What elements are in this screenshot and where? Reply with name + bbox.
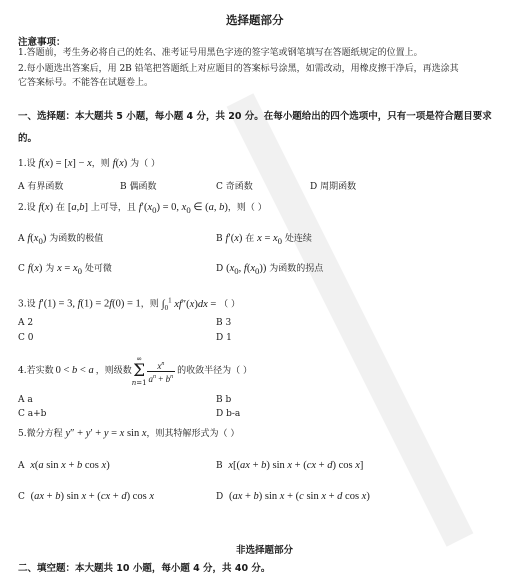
q5-option-b [216, 460, 363, 472]
q5-option-c-math: (ax + b) sin x + (cx + d) cos x [30, 491, 154, 502]
q2-option-d-math: ($x_0$, $f(x_0)$) [226, 263, 267, 277]
q3-mid: ，则 [140, 299, 159, 310]
q2-option-a [18, 233, 103, 247]
q3-option-d: D 1 [216, 333, 232, 343]
q5-option-d-math: (ax + b) sin x + (c sin x + d cos x) [228, 491, 370, 502]
q4-prefix: 4.若实数 [18, 366, 54, 376]
note-2-line-1: 2.每小题选出答案后，用 2B 铅笔把答题纸上对应题目的答案标号涂黑，如需改动，用橡皮擦干净后，再选涂其 [18, 64, 459, 74]
question-4 [18, 356, 252, 386]
q2-option-a-label: A [18, 234, 25, 244]
q2-option-c-label: C [18, 264, 25, 274]
q2-option-b-math: f′(x) [225, 233, 243, 244]
question-3 [18, 294, 240, 314]
q4-option-c: C a+b [18, 409, 47, 419]
q3-integral: $\int_0^1$ xf″(x)dx = [161, 296, 217, 312]
q2-option-a-math: $f(x_0)$ [27, 233, 47, 247]
q4-mid: ，则级数 [95, 366, 132, 376]
q5-option-b-math: x[(ax + b) sin x + (cx + d) cos x] [228, 460, 364, 471]
q2-interval: [a,b] [67, 202, 88, 213]
q5-option-a-math: x(a sin x + b cos x) [30, 460, 110, 471]
q4-option-d: D b-a [216, 409, 241, 419]
question-1 [18, 158, 160, 170]
q1-mid: ，则 [91, 159, 110, 169]
sigma-icon: ∞ Σ n=1 [131, 355, 147, 387]
q3-suffix: （ ） [219, 299, 241, 310]
q1-option-a: A 有界函数 [18, 182, 64, 192]
q2-option-c-text1: 为 [45, 264, 55, 274]
q2-option-b-label: B [216, 234, 223, 244]
q5-option-d-label: D [216, 492, 224, 502]
q3-prefix: 3.设 [18, 299, 36, 310]
section1-heading-line2: 的。 [18, 133, 38, 144]
q3-condition: f′(1) = 3, f(1) = 2f(0) = 1 [38, 298, 141, 310]
q2-option-b-text2: 处连续 [284, 234, 312, 244]
q5-option-c-label: C [18, 492, 25, 502]
q1-formula: f(x) = [x] − x [38, 158, 92, 169]
q4-option-a: A a [18, 395, 33, 405]
q2-option-c-text2: 处可微 [84, 264, 112, 274]
page-title: 选择题部分 [226, 13, 284, 27]
notes-title: 注意事项： [18, 37, 66, 48]
q5-prefix: 5.微分方程 [18, 429, 63, 439]
q2-option-b-math2: $x = x_0$ [257, 233, 283, 247]
q4-condition: 0 < b < a [55, 365, 94, 376]
q2-option-c-math2: $x = x_0$ [57, 263, 83, 277]
q2-option-b [216, 233, 312, 247]
note-2-line-2: 它答案标号。不能答在试题卷上。 [18, 78, 154, 88]
q2-prefix: 2.设 [18, 203, 36, 213]
q2-condition: $f'(x_0) = 0$, $x_0$ ∈ (a, b) [138, 202, 228, 216]
question-2 [18, 202, 267, 216]
q2-t2: 上可导，且 [90, 203, 136, 213]
q3-option-c: C 0 [18, 333, 34, 343]
q2-option-a-text: 为函数的极值 [49, 234, 104, 244]
q3-option-a: A 2 [18, 318, 34, 328]
q2-t3: ，则（ ） [227, 203, 267, 213]
q5-option-b-label: B [216, 461, 223, 471]
q1-prefix: 1.设 [18, 159, 36, 169]
section2-heading: 二、填空题：本大题共 10 小题，每小题 4 分，共 40 分。 [18, 563, 271, 574]
q3-option-b: B 3 [216, 318, 232, 328]
q2-option-d [216, 263, 323, 277]
q2-option-c [18, 263, 112, 277]
question-5 [18, 428, 239, 440]
section2-title: 非选择题部分 [236, 545, 294, 556]
q4-suffix: 的收敛半径为（ ） [177, 366, 252, 376]
section1-heading-line1: 一、选择题：本大题共 5 小题，每小题 4 分，共 20 分。在每小题给出的四个选项中，只有一项是符合题目要求 [18, 111, 492, 122]
q2-fx: f(x) [38, 202, 54, 213]
q1-option-b: B 偶函数 [120, 182, 157, 192]
q2-option-b-text1: 在 [245, 234, 255, 244]
q1-suffix: 为（ ） [130, 159, 160, 169]
q1-option-c: C 奇函数 [216, 182, 253, 192]
watermark-icon [200, 80, 500, 560]
q5-option-d [216, 491, 370, 503]
q2-t1: 在 [55, 203, 65, 213]
q2-option-c-math: f(x) [27, 263, 43, 274]
q2-option-d-label: D [216, 264, 224, 274]
q4-fraction: $\frac{x^n}{a^n + b^n}$ [148, 360, 174, 384]
note-1: 1.答题前，考生务必将自己的姓名、准考证号用黑色字迹的签字笔或钢笔填写在答题纸规定的位置上。 [18, 48, 423, 58]
q5-equation: y″ + y′ + y = x sin x [65, 428, 147, 439]
q5-option-a-label: A [18, 461, 25, 471]
q1-fx: f(x) [112, 158, 128, 169]
q2-option-d-text: 为函数的拐点 [269, 264, 324, 274]
q4-option-b: B b [216, 395, 232, 405]
q5-option-c [18, 491, 154, 503]
q5-option-a [18, 460, 110, 472]
q1-option-d: D 周期函数 [310, 182, 357, 192]
q5-suffix: ，则其特解形式为（ ） [146, 429, 240, 439]
